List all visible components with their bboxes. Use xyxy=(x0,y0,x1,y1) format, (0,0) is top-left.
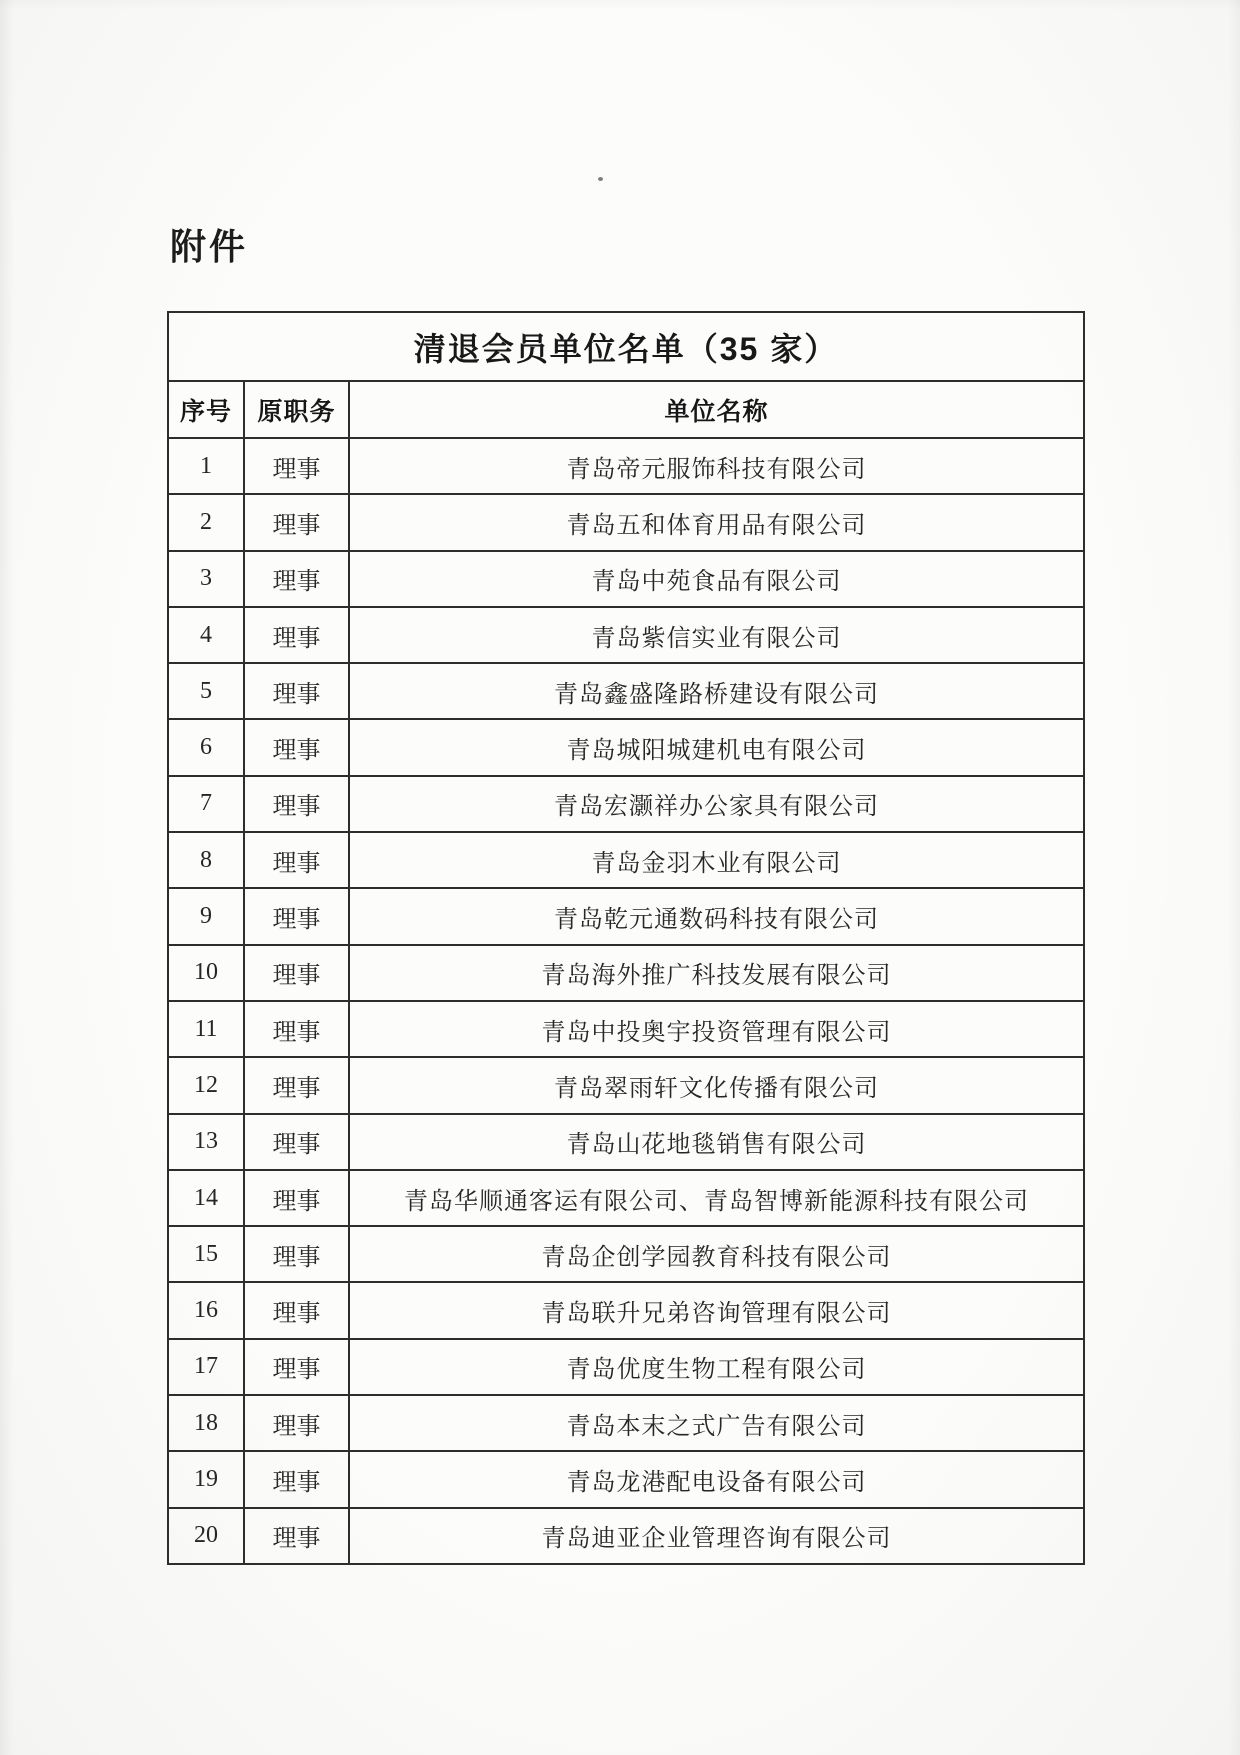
cell-company-name: 青岛金羽木业有限公司 xyxy=(349,832,1084,888)
cell-company-name: 青岛乾元通数码科技有限公司 xyxy=(349,888,1084,944)
cell-company-name: 青岛中苑食品有限公司 xyxy=(349,551,1084,607)
cell-company-name: 青岛翠雨轩文化传播有限公司 xyxy=(349,1057,1084,1113)
table-row xyxy=(168,1339,1084,1395)
cell-position: 理事 xyxy=(244,494,349,550)
cell-position: 理事 xyxy=(244,1170,349,1226)
cell-position: 理事 xyxy=(244,551,349,607)
table-row xyxy=(168,719,1084,775)
cell-company-name: 青岛海外推广科技发展有限公司 xyxy=(349,945,1084,1001)
cell-position: 理事 xyxy=(244,1114,349,1170)
cell-company-name: 青岛宏灏祥办公家具有限公司 xyxy=(349,776,1084,832)
cell-position: 理事 xyxy=(244,1226,349,1282)
table-header-row xyxy=(168,381,1084,438)
cell-serial-number: 16 xyxy=(168,1282,244,1338)
column-header-name: 单位名称 xyxy=(349,381,1084,438)
cell-serial-number: 5 xyxy=(168,663,244,719)
table-row xyxy=(168,551,1084,607)
cell-serial-number: 8 xyxy=(168,832,244,888)
cell-serial-number: 11 xyxy=(168,1001,244,1057)
cell-company-name: 青岛华顺通客运有限公司、青岛智博新能源科技有限公司 xyxy=(349,1170,1084,1226)
cell-position: 理事 xyxy=(244,719,349,775)
expelled-members-table xyxy=(167,311,1085,1565)
cell-position: 理事 xyxy=(244,888,349,944)
table-row xyxy=(168,1114,1084,1170)
cell-position: 理事 xyxy=(244,776,349,832)
table-row xyxy=(168,1451,1084,1507)
table-row xyxy=(168,1170,1084,1226)
cell-serial-number: 15 xyxy=(168,1226,244,1282)
table-row xyxy=(168,607,1084,663)
cell-serial-number: 10 xyxy=(168,945,244,1001)
cell-serial-number: 13 xyxy=(168,1114,244,1170)
attachment-heading: 附件 xyxy=(170,226,249,267)
table-title: 清退会员单位名单（35 家） xyxy=(168,312,1084,381)
table-row xyxy=(168,832,1084,888)
table-row xyxy=(168,776,1084,832)
cell-serial-number: 18 xyxy=(168,1395,244,1451)
cell-position: 理事 xyxy=(244,1395,349,1451)
table-row xyxy=(168,438,1084,494)
cell-position: 理事 xyxy=(244,832,349,888)
cell-serial-number: 19 xyxy=(168,1451,244,1507)
table-row xyxy=(168,1508,1084,1564)
table-row xyxy=(168,1057,1084,1113)
column-header-no: 序号 xyxy=(168,381,244,438)
cell-position: 理事 xyxy=(244,1057,349,1113)
table-row xyxy=(168,1395,1084,1451)
cell-company-name: 青岛本末之式广告有限公司 xyxy=(349,1395,1084,1451)
cell-company-name: 青岛龙港配电设备有限公司 xyxy=(349,1451,1084,1507)
cell-company-name: 青岛中投奥宇投资管理有限公司 xyxy=(349,1001,1084,1057)
cell-company-name: 青岛城阳城建机电有限公司 xyxy=(349,719,1084,775)
cell-position: 理事 xyxy=(244,1451,349,1507)
cell-company-name: 青岛紫信实业有限公司 xyxy=(349,607,1084,663)
cell-serial-number: 7 xyxy=(168,776,244,832)
cell-position: 理事 xyxy=(244,663,349,719)
cell-company-name: 青岛优度生物工程有限公司 xyxy=(349,1339,1084,1395)
table-row xyxy=(168,945,1084,1001)
cell-company-name: 青岛迪亚企业管理咨询有限公司 xyxy=(349,1508,1084,1564)
cell-serial-number: 20 xyxy=(168,1508,244,1564)
cell-company-name: 青岛企创学园教育科技有限公司 xyxy=(349,1226,1084,1282)
cell-position: 理事 xyxy=(244,1001,349,1057)
cell-company-name: 青岛鑫盛隆路桥建设有限公司 xyxy=(349,663,1084,719)
cell-position: 理事 xyxy=(244,1339,349,1395)
cell-position: 理事 xyxy=(244,1282,349,1338)
table-row xyxy=(168,1001,1084,1057)
cell-serial-number: 17 xyxy=(168,1339,244,1395)
cell-company-name: 青岛山花地毯销售有限公司 xyxy=(349,1114,1084,1170)
cell-company-name: 青岛五和体育用品有限公司 xyxy=(349,494,1084,550)
table-row xyxy=(168,494,1084,550)
cell-serial-number: 9 xyxy=(168,888,244,944)
cell-serial-number: 3 xyxy=(168,551,244,607)
table-row xyxy=(168,1282,1084,1338)
table-row xyxy=(168,1226,1084,1282)
table-row xyxy=(168,888,1084,944)
cell-company-name: 青岛帝元服饰科技有限公司 xyxy=(349,438,1084,494)
cell-position: 理事 xyxy=(244,1508,349,1564)
cell-serial-number: 6 xyxy=(168,719,244,775)
cell-position: 理事 xyxy=(244,607,349,663)
column-header-position: 原职务 xyxy=(244,381,349,438)
cell-position: 理事 xyxy=(244,438,349,494)
scan-artifact-dot xyxy=(598,177,603,181)
cell-serial-number: 1 xyxy=(168,438,244,494)
table-title-row xyxy=(168,312,1084,381)
cell-position: 理事 xyxy=(244,945,349,1001)
cell-serial-number: 12 xyxy=(168,1057,244,1113)
cell-serial-number: 14 xyxy=(168,1170,244,1226)
cell-serial-number: 2 xyxy=(168,494,244,550)
cell-serial-number: 4 xyxy=(168,607,244,663)
table-row xyxy=(168,663,1084,719)
cell-company-name: 青岛联升兄弟咨询管理有限公司 xyxy=(349,1282,1084,1338)
